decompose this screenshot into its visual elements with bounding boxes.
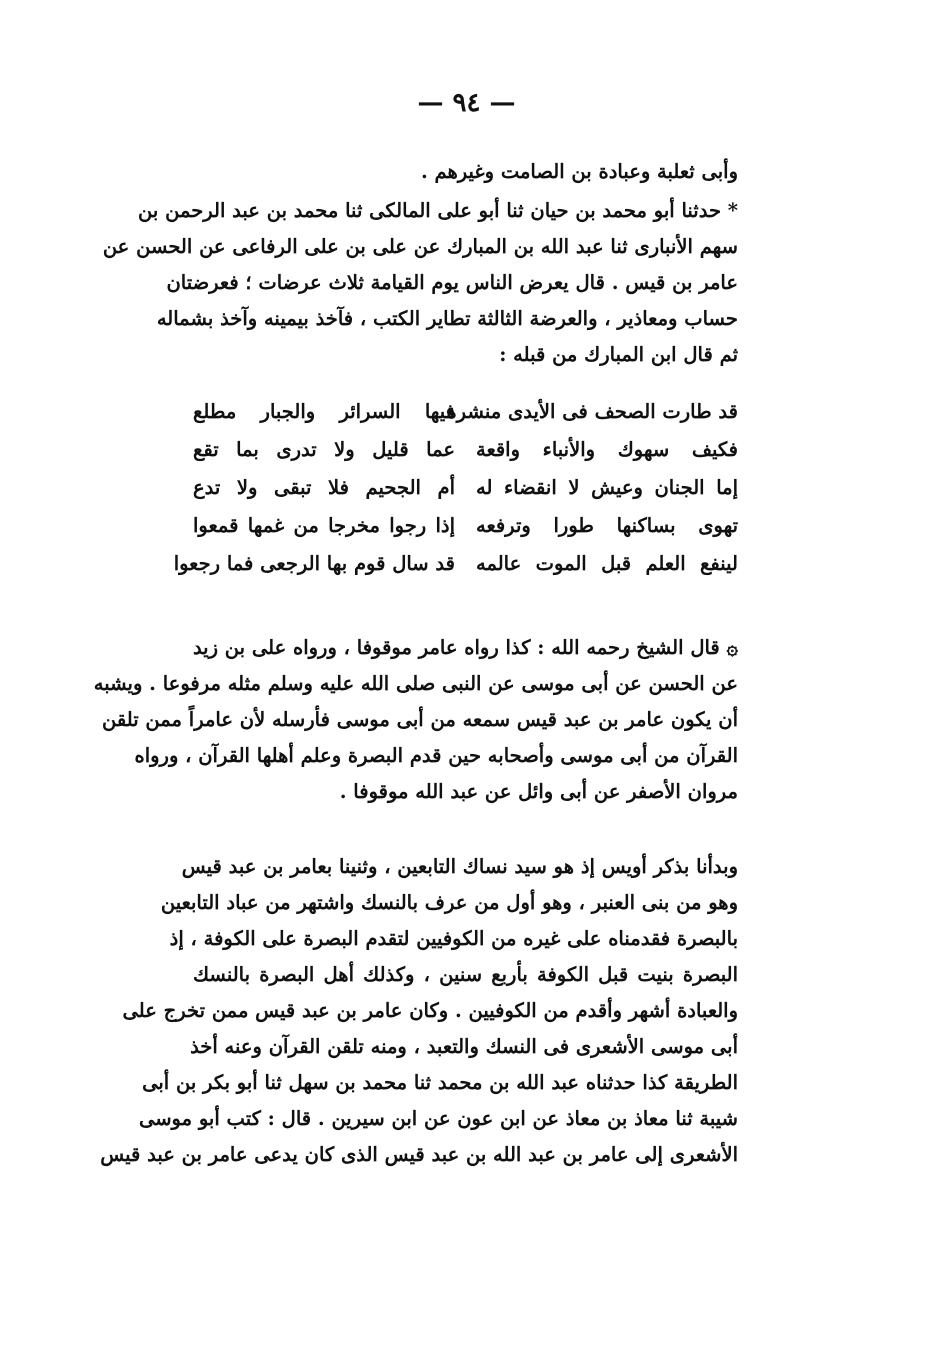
star-marker-icon: * xyxy=(727,199,738,222)
verse-second-hemistich: قد سال قوم بها الرجعى فما رجعوا xyxy=(173,552,455,575)
text-line-content: حدثنا أبو محمد بن حيان ثنا أبو على المالكى ثنا محمد بن عبد الرحمن بن xyxy=(138,199,721,222)
text-line: القرآن من أبى موسى وأصحابه حين قدم البصرة وعلم أهلها القرآن ، ورواه xyxy=(134,744,738,767)
text-line: سهم الأنبارى ثنا عبد الله بن المبارك عن على بن على الرفاعى عن الحسن عن xyxy=(102,235,738,258)
paragraph-hadith xyxy=(102,193,738,373)
text-line-content: قال الشيخ رحمه الله : كذا رواه عامر موقوفا ، ورواه على بن زيد xyxy=(192,636,720,659)
text-line: عن الحسن عن أبى موسى عن النبى صلى الله عليه وسلم مثله مرفوعا . ويشبه xyxy=(93,672,738,695)
verse-first-hemistich: لينفع العلم قبل الموت عالمه xyxy=(476,552,738,575)
verse-first-hemistich: قد طارت الصحف فى الأيدى منشرة xyxy=(446,400,738,423)
text-line: ثم قال ابن المبارك من قبله : xyxy=(499,343,738,366)
paragraph-continuation xyxy=(193,154,738,190)
poem-verse xyxy=(193,469,738,507)
text-line: عامر بن قيس . قال يعرض الناس يوم القيامة ثلاث عرضات ؛ فعرضتان xyxy=(166,271,738,294)
verse-first-hemistich: فكيف سهوك والأنباء واقعة xyxy=(476,438,738,461)
text-line xyxy=(193,630,738,666)
poem-verse xyxy=(193,507,738,545)
verse-second-hemistich: عما قليل ولا تدرى بما تقع xyxy=(193,438,455,461)
poem-verse xyxy=(193,431,738,469)
text-line: حساب ومعاذير ، والعرضة الثالثة تطاير الكتب ، فآخذ بيمينه وآخذ بشماله xyxy=(156,307,738,330)
text-line: وأبى ثعلبة وعبادة بن الصامت وغيرهم . xyxy=(420,160,738,183)
text-line: مروان الأصفر عن أبى وائل عن عبد الله موقوفا . xyxy=(339,780,738,803)
ornament-marker-icon: ۞ xyxy=(726,636,738,659)
text-line: وهو من بنى العنبر ، وهو أول من عرف بالنسك واشتهر من عباد التابعين xyxy=(160,891,738,914)
poem xyxy=(173,393,738,583)
text-line: أن يكون عامر بن عبد قيس سمعه من أبى موسى فأرسله لأن عامراً ممن تلقن xyxy=(102,708,738,731)
verse-first-hemistich: إما الجنان وعيش لا انقضاء له xyxy=(476,476,738,499)
poem-verse xyxy=(173,545,738,583)
poem-verse xyxy=(193,393,738,431)
text-line: بالبصرة فقدمناه على غيره من الكوفيين لتقدم البصرة على الكوفة ، إذ xyxy=(169,927,738,950)
verse-second-hemistich: فيها السرائر والجبار مطلع xyxy=(193,400,455,423)
paragraph-sheikh-comment xyxy=(93,630,738,810)
text-line: شيبة ثنا معاذ بن معاذ عن ابن عون عن ابن سيرين . قال : كتب أبو موسى xyxy=(138,1107,738,1130)
verse-second-hemistich: أم الجحيم فلا تبقى ولا تدع xyxy=(193,476,455,499)
text-line: الطريقة كذا حدثناه عبد الله بن محمد ثنا محمد بن سهل ثنا أبو بكر بن أبى xyxy=(142,1071,738,1094)
verse-second-hemistich: إذا رجوا مخرجا من غمها قمعوا xyxy=(193,514,455,537)
page-number: — ٩٤ — xyxy=(417,88,516,118)
verse-first-hemistich: تهوى بساكنها طورا وترفعه xyxy=(476,514,738,537)
text-line xyxy=(138,193,738,229)
text-line: البصرة بنيت قبل الكوفة بأربع سنين ، وكذلك أهل البصرة بالنسك xyxy=(193,963,738,986)
paragraph-amir-bin-abd-qays xyxy=(100,849,738,1173)
text-line: الأشعرى إلى عامر بن عبد الله بن عبد قيس الذى كان يدعى عامر بن عبد قيس xyxy=(100,1143,738,1166)
text-line: أبى موسى الأشعرى فى النسك والتعبد ، ومنه تلقن القرآن وعنه أخذ xyxy=(190,1035,738,1058)
text-line: وبدأنا بذكر أويس إذ هو سيد نساك التابعين ، وثنينا بعامر بن عبد قيس xyxy=(181,855,738,878)
text-line: والعبادة أشهر وأقدم من الكوفيين . وكان عامر بن عبد قيس ممن تخرج على xyxy=(122,999,738,1022)
